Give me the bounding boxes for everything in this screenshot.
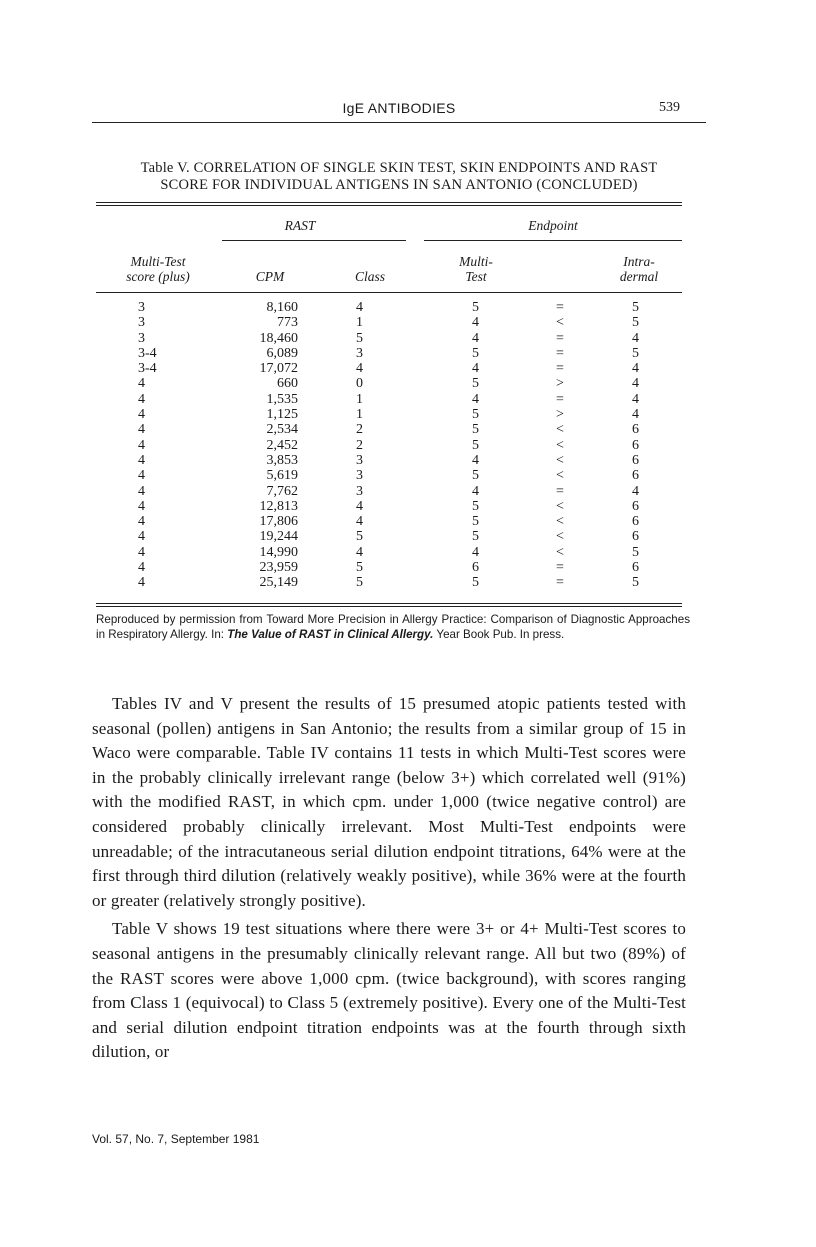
table-cell-multi-test: 5 (472, 514, 479, 530)
body-paragraph-1: Tables IV and V present the results of 15 presumed atopic patients tested with seasonal (pollen) antigens in San Antonio; the results from a similar group of 15 in Waco were comparable. Table IV contains 11 tests in which Multi-Test scores were in the probably clinically irrelevant range (below 3+) which correlated well (91%) with the modified RAST, in which cpm. under 1,000 (twice negative control) are considered probably clinically irrelevant. Most Multi-Test endpoints were unreadable; of the intracutaneous serial dilution endpoint titrations, 64% were at the first through third dilution (relatively weakly positive), while 36% were at the fourth or greater (relatively strongly positive). (92, 694, 686, 910)
table-cell-score: 3 (138, 300, 145, 315)
table-cell-multi-test: 4 (472, 483, 479, 499)
body-paragraph-2: Table V shows 19 test situations where there were 3+ or 4+ Multi-Test scores to seasonal antigens in the presumably clinically relevant range. All but two (89%) of the RAST scores were above 1,000 cpm. (twice background), with scores ranging from Class 1 (equivocal) to Class 5 (extremely positive). Every one of the Multi-Test and serial dilution endpoint titration endpoints was at the fourth through sixth dilution, or (92, 919, 686, 1062)
table-cell-multi-test: 5 (472, 498, 479, 514)
table-cell-score: 3-4 (138, 345, 157, 361)
table-cell-relation: = (556, 345, 564, 361)
table-cell-cpm: 6,089 (266, 345, 298, 361)
table-cell-multi-test: 5 (472, 376, 479, 392)
table-cell-cpm: 17,072 (259, 361, 298, 377)
table-cell-cpm: 2,452 (266, 437, 298, 453)
table-cell-cpm: 23,959 (259, 560, 298, 576)
table-cell-multi-test: 5 (472, 345, 479, 361)
table-cell-intradermal: 6 (632, 560, 639, 576)
table-cell-score: 4 (138, 483, 145, 499)
table-cell-relation: > (556, 407, 564, 423)
table-cell-score: 4 (138, 498, 145, 514)
table-cell-relation: < (556, 437, 564, 453)
table-cell-intradermal: 5 (632, 345, 639, 361)
table-cell-intradermal: 6 (632, 529, 639, 545)
running-head (92, 100, 706, 123)
table-cell-score: 4 (138, 422, 145, 438)
table-cell-cpm: 14,990 (259, 544, 298, 560)
table-cell-multi-test: 4 (472, 315, 479, 331)
table-cell-score: 3 (138, 330, 145, 346)
table-cell-multi-test: 5 (472, 529, 479, 545)
multi-test-endpoint-header: Multi- Test (459, 254, 493, 284)
table-cell-class: 3 (356, 345, 363, 361)
table-cell-class: 4 (356, 544, 363, 560)
table-cell-intradermal: 4 (632, 483, 639, 499)
table-cell-class: 5 (356, 560, 363, 576)
table-cell-intradermal: 5 (632, 300, 639, 315)
endpoint-group-rule (424, 240, 682, 241)
table-cell-relation: < (556, 514, 564, 530)
table-cell-score: 4 (138, 560, 145, 576)
table-cell-cpm: 773 (277, 315, 298, 331)
relation-column (550, 300, 570, 591)
table-cell-class: 4 (356, 300, 363, 315)
table-cell-score: 4 (138, 391, 145, 407)
table-caption-line-2: SCORE FOR INDIVIDUAL ANTIGENS IN SAN ANTONIO (CONCLUDED) (160, 177, 638, 193)
endpoint-group-header: Endpoint (528, 218, 578, 233)
table-cell-relation: < (556, 544, 564, 560)
table-cell-cpm: 17,806 (259, 514, 298, 530)
table-cell-relation: < (556, 422, 564, 438)
table-cell-multi-test: 5 (472, 300, 479, 315)
cpm-column (238, 300, 298, 591)
table-cell-cpm: 25,149 (259, 575, 298, 591)
table-cell-multi-test: 5 (472, 468, 479, 484)
table-cell-multi-test: 4 (472, 330, 479, 346)
table-cell-intradermal: 4 (632, 330, 639, 346)
table-cell-class: 4 (356, 514, 363, 530)
multitest-score-header: Multi-Test score (plus) (126, 254, 190, 284)
body-text (92, 692, 686, 1065)
table-cell-score: 4 (138, 529, 145, 545)
page-number: 539 (659, 100, 680, 115)
table-cell-score: 3-4 (138, 361, 157, 377)
table-cell-score: 4 (138, 514, 145, 530)
table-cell-intradermal: 6 (632, 437, 639, 453)
table-cell-cpm: 1,125 (266, 407, 298, 423)
table-cell-class: 4 (356, 361, 363, 377)
class-column (356, 300, 386, 591)
table-cell-intradermal: 6 (632, 452, 639, 468)
table-cell-cpm: 2,534 (266, 422, 298, 438)
table-top-rule (96, 202, 682, 206)
table-cell-relation: < (556, 498, 564, 514)
table-cell-multi-test: 5 (472, 422, 479, 438)
table-cell-cpm: 3,853 (266, 452, 298, 468)
footnote-book-title: The Value of RAST in Clinical Allergy. (227, 627, 434, 641)
table-cell-class: 3 (356, 483, 363, 499)
table-cell-relation: < (556, 529, 564, 545)
table-cell-relation: = (556, 391, 564, 407)
table-cell-class: 5 (356, 330, 363, 346)
table-cell-cpm: 12,813 (259, 498, 298, 514)
table-cell-multi-test: 5 (472, 437, 479, 453)
table-cell-relation: = (556, 483, 564, 499)
table-footnote: Reproduced by permission from Toward More Precision in Allergy Practice: Comparison of Diagnostic Approaches in Respiratory Allergy. In: The Value of RAST in Clinical Allergy. Year Book Pub. In press. (96, 613, 690, 641)
running-title: IgE ANTIBODIES (342, 100, 456, 116)
table-cell-intradermal: 6 (632, 498, 639, 514)
table-cell-multi-test: 5 (472, 575, 479, 591)
table-caption (92, 160, 706, 194)
table-cell-class: 5 (356, 575, 363, 591)
table-cell-relation: < (556, 452, 564, 468)
table-cell-score: 4 (138, 376, 145, 392)
rast-group-header: RAST (284, 218, 316, 233)
table-cell-relation: = (556, 575, 564, 591)
table-caption-line-1: Table V. CORRELATION OF SINGLE SKIN TEST, SKIN ENDPOINTS AND RAST (140, 160, 658, 176)
table-cell-cpm: 8,160 (266, 300, 298, 315)
table-cell-intradermal: 6 (632, 422, 639, 438)
intradermal-header: Intra- dermal (619, 254, 659, 284)
table-cell-cpm: 7,762 (266, 483, 298, 499)
table-cell-multi-test: 4 (472, 544, 479, 560)
table-cell-class: 1 (356, 315, 363, 331)
table-cell-cpm: 19,244 (259, 529, 298, 545)
table-cell-score: 4 (138, 437, 145, 453)
table-cell-multi-test: 4 (472, 361, 479, 377)
table-cell-intradermal: 5 (632, 315, 639, 331)
table-cell-class: 4 (356, 498, 363, 514)
table-cell-cpm: 5,619 (266, 468, 298, 484)
rast-group-rule (222, 240, 406, 241)
table-cell-intradermal: 4 (632, 391, 639, 407)
class-header: Class (354, 269, 385, 284)
intradermal-column (632, 300, 652, 591)
table-cell-multi-test: 5 (472, 407, 479, 423)
table-cell-relation: < (556, 315, 564, 331)
journal-citation-footer: Vol. 57, No. 7, September 1981 (92, 1132, 260, 1146)
table-bottom-rule (96, 603, 682, 607)
table-cell-class: 1 (356, 391, 363, 407)
table-cell-score: 4 (138, 452, 145, 468)
table-cell-class: 2 (356, 422, 363, 438)
table-cell-relation: = (556, 361, 564, 377)
table-cell-class: 2 (356, 437, 363, 453)
table-cell-score: 4 (138, 407, 145, 423)
table-cell-relation: < (556, 468, 564, 484)
table-cell-relation: = (556, 330, 564, 346)
table-cell-multi-test: 4 (472, 452, 479, 468)
table-cell-cpm: 1,535 (266, 391, 298, 407)
cpm-header: CPM (255, 269, 285, 284)
table-cell-multi-test: 4 (472, 391, 479, 407)
table-cell-class: 5 (356, 529, 363, 545)
table-cell-intradermal: 5 (632, 575, 639, 591)
table-cell-score: 4 (138, 544, 145, 560)
table-cell-intradermal: 6 (632, 468, 639, 484)
table-cell-class: 3 (356, 468, 363, 484)
table-cell-intradermal: 4 (632, 376, 639, 392)
table-cell-score: 4 (138, 575, 145, 591)
table-cell-score: 4 (138, 468, 145, 484)
multi-test-column (472, 300, 492, 591)
score-column (138, 300, 188, 591)
table-cell-relation: = (556, 300, 564, 315)
table-cell-class: 3 (356, 452, 363, 468)
table-cell-class: 1 (356, 407, 363, 423)
table-cell-cpm: 660 (277, 376, 298, 392)
table-cell-relation: = (556, 560, 564, 576)
table-cell-intradermal: 4 (632, 361, 639, 377)
table-cell-relation: > (556, 376, 564, 392)
table-cell-class: 0 (356, 376, 363, 392)
header-bottom-rule (96, 292, 682, 293)
table-cell-cpm: 18,460 (259, 330, 298, 346)
table-cell-intradermal: 6 (632, 514, 639, 530)
table-cell-multi-test: 6 (472, 560, 479, 576)
table-cell-intradermal: 4 (632, 407, 639, 423)
table-cell-score: 3 (138, 315, 145, 331)
table-cell-intradermal: 5 (632, 544, 639, 560)
